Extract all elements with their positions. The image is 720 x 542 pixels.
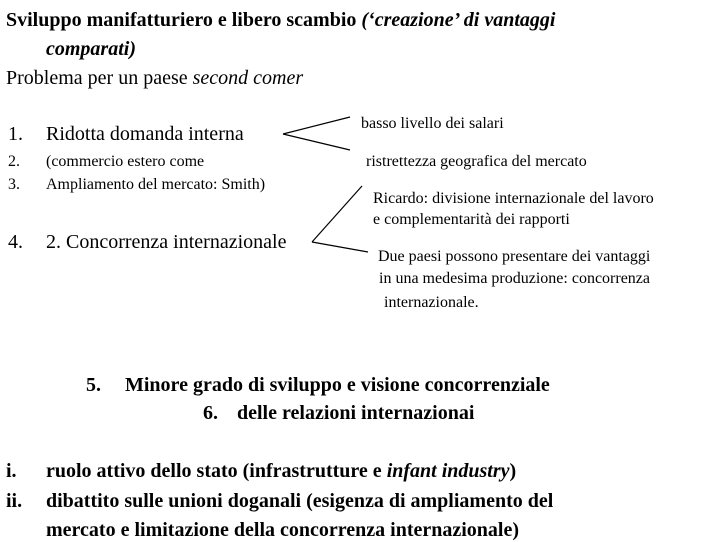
list-text: 2. Concorrenza internazionale <box>46 231 287 253</box>
list-number: 3. <box>8 176 20 193</box>
center-number: 5. <box>86 374 101 396</box>
bottom-text-italic: infant industry <box>386 460 510 482</box>
bottom-item-ii-line2: mercato e limitazione della concorrenza internazionale) <box>46 519 520 541</box>
connector-line <box>283 117 350 134</box>
connector-line <box>312 186 362 242</box>
note-mercato: ristrettezza geografica del mercato <box>366 153 587 170</box>
bottom-number: i. <box>6 460 17 482</box>
bottom-text-a: ruolo attivo dello stato (infrastrutture e <box>46 460 387 482</box>
list-text: Ampliamento del mercato: Smith) <box>46 176 266 193</box>
bottom-item-ii <box>6 489 553 513</box>
list-text: Ridotta domanda interna <box>46 123 244 145</box>
note-ricardo-line2: e complementarità dei rapporti <box>373 211 570 228</box>
list-text: (commercio estero come <box>46 153 205 170</box>
bottom-text-b: ) <box>509 460 517 482</box>
note-ricardo-line1: Ricardo: divisione internazionale del lavoro <box>373 190 654 207</box>
note-salari: basso livello dei salari <box>361 115 504 132</box>
connector-line <box>312 242 368 252</box>
connector-line <box>283 134 350 150</box>
note-vantaggi-line2: in una medesima produzione: concorrenza <box>379 270 650 287</box>
center-text: Minore grado di sviluppo e visione concorrenziale <box>125 374 550 396</box>
list-number: 4. <box>8 231 23 253</box>
title-line2: comparati) <box>46 38 136 60</box>
bottom-item-i <box>6 459 516 483</box>
center-line-6 <box>203 401 474 425</box>
title-part2: (‘creazione’ di vantaggi <box>361 9 556 31</box>
bottom-text-line1: dibattito sulle unioni doganali (esigenza di ampliamento del <box>46 490 554 512</box>
title-part1: Sviluppo manifatturiero e libero scambio <box>6 9 362 31</box>
center-text: delle relazioni internazionai <box>237 402 475 424</box>
subtitle-italic: second comer <box>192 67 304 89</box>
bottom-number: ii. <box>6 490 23 512</box>
subtitle-text: Problema per un paese <box>6 67 193 89</box>
note-vantaggi-line3: internazionale. <box>384 294 479 311</box>
center-number: 6. <box>203 402 218 424</box>
list-number: 2. <box>8 153 20 170</box>
note-vantaggi-line1: Due paesi possono presentare dei vantaggi <box>378 248 651 265</box>
list-number: 1. <box>8 123 23 145</box>
center-line-5 <box>86 373 550 397</box>
